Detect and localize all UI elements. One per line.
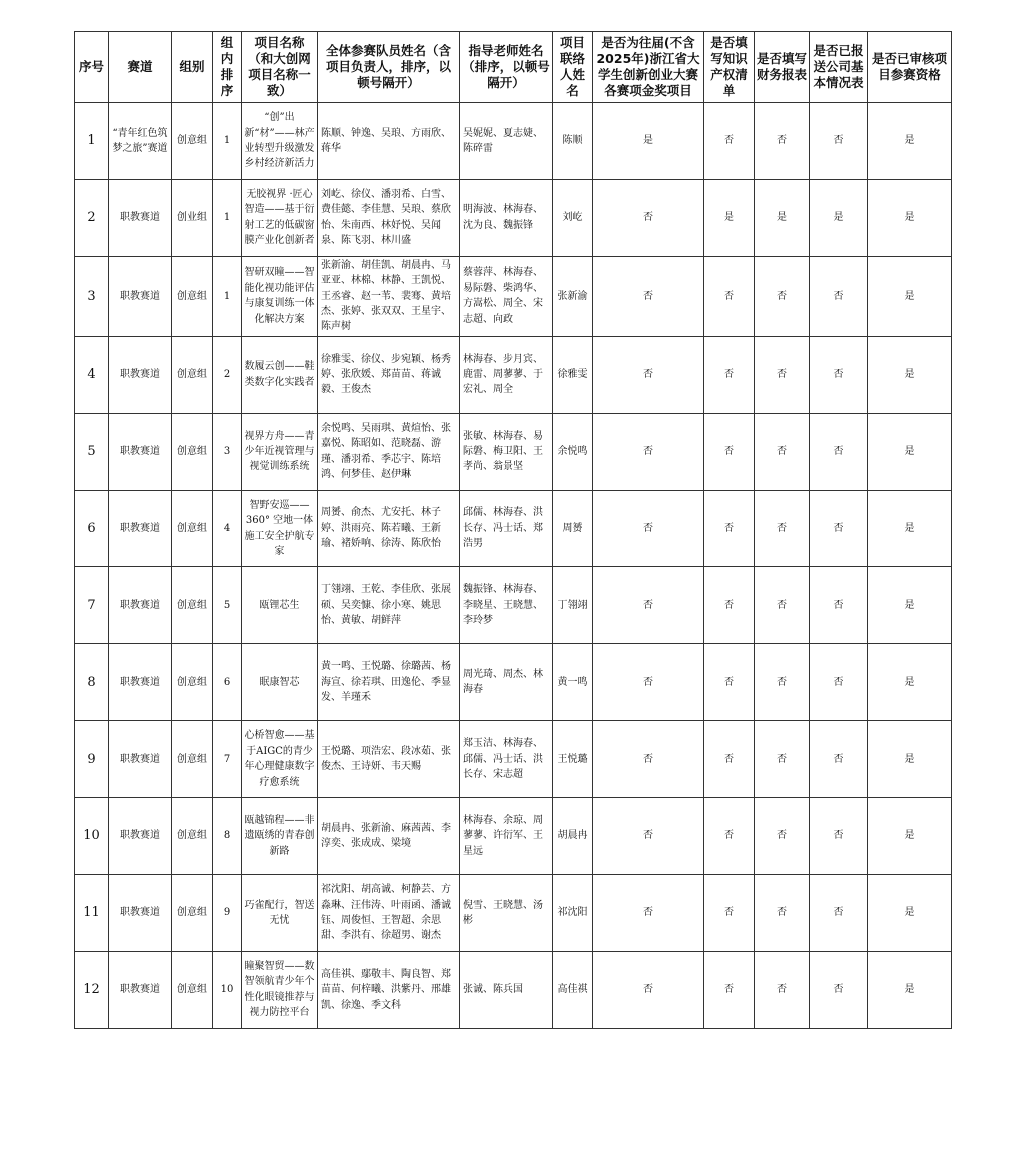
cell-project-name: 瓯越锦程——非遗瓯绣的青春创新路 [242, 798, 318, 875]
cell-eligibility: 是 [868, 721, 952, 798]
cell-eligibility: 是 [868, 951, 952, 1028]
cell-ip-list: 否 [704, 256, 755, 336]
cell-track: 职教赛道 [109, 644, 172, 721]
cell-contact: 黄一鸣 [553, 644, 593, 721]
cell-eligibility: 是 [868, 179, 952, 256]
cell-project-name: 视界方舟——青少年近视管理与视觉训练系统 [242, 413, 318, 490]
cell-seq: 7 [75, 567, 109, 644]
cell-track: “青年红色筑梦之旅”赛道 [109, 103, 172, 180]
cell-eligibility: 是 [868, 490, 952, 567]
header-members: 全体参赛队员姓名（含项目负责人，排序，以顿号隔开） [318, 32, 460, 103]
cell-track: 职教赛道 [109, 875, 172, 952]
cell-project-name: 无胶视界 ·匠心智造——基于衍射工艺的低碳窗膜产业化创新者 [242, 179, 318, 256]
cell-advisors: 郑玉洁、林海春、邱儒、冯士话、洪长存、宋志超 [460, 721, 553, 798]
cell-eligibility: 是 [868, 644, 952, 721]
cell-track: 职教赛道 [109, 336, 172, 413]
cell-group-rank: 5 [213, 567, 242, 644]
header-past-gold: 是否为往届(不含2025年)浙江省大学生创新创业大赛各赛项金奖项目 [593, 32, 704, 103]
cell-eligibility: 是 [868, 413, 952, 490]
cell-ip-list: 否 [704, 798, 755, 875]
cell-past-gold: 否 [593, 413, 704, 490]
cell-company-info: 否 [810, 798, 868, 875]
cell-financial: 否 [755, 256, 810, 336]
cell-ip-list: 否 [704, 644, 755, 721]
cell-ip-list: 否 [704, 413, 755, 490]
cell-seq: 2 [75, 179, 109, 256]
cell-group-rank: 3 [213, 413, 242, 490]
cell-company-info: 否 [810, 644, 868, 721]
cell-group: 创意组 [172, 336, 213, 413]
cell-group: 创意组 [172, 798, 213, 875]
table-row [75, 413, 952, 490]
cell-financial: 否 [755, 798, 810, 875]
cell-seq: 10 [75, 798, 109, 875]
cell-financial: 否 [755, 490, 810, 567]
cell-seq: 9 [75, 721, 109, 798]
cell-group: 创意组 [172, 490, 213, 567]
cell-group-rank: 1 [213, 103, 242, 180]
cell-contact: 祁沈阳 [553, 875, 593, 952]
cell-company-info: 否 [810, 490, 868, 567]
cell-members: 高佳祺、鄢敬丰、陶良智、郑苗苗、何梓曦、洪紫丹、邢雄凯、徐逸、季文科 [318, 951, 460, 1028]
table-row [75, 875, 952, 952]
cell-ip-list: 否 [704, 103, 755, 180]
cell-group: 创意组 [172, 644, 213, 721]
cell-seq: 5 [75, 413, 109, 490]
cell-seq: 3 [75, 256, 109, 336]
header-company-info: 是否已报送公司基本情况表 [810, 32, 868, 103]
header-advisors: 指导老师姓名（排序，以顿号隔开） [460, 32, 553, 103]
table-row [75, 256, 952, 336]
cell-advisors: 明海波、林海春、沈为良、魏振锋 [460, 179, 553, 256]
cell-past-gold: 否 [593, 490, 704, 567]
cell-eligibility: 是 [868, 875, 952, 952]
cell-past-gold: 是 [593, 103, 704, 180]
cell-company-info: 是 [810, 179, 868, 256]
cell-eligibility: 是 [868, 567, 952, 644]
cell-past-gold: 否 [593, 179, 704, 256]
cell-advisors: 邱儒、林海春、洪长存、冯士话、郑浩男 [460, 490, 553, 567]
cell-financial: 否 [755, 875, 810, 952]
cell-contact: 余悦鸣 [553, 413, 593, 490]
cell-company-info: 否 [810, 567, 868, 644]
header-track: 赛道 [109, 32, 172, 103]
cell-project-name: “创”出新“材”——林产业转型升级激发乡村经济新活力 [242, 103, 318, 180]
cell-contact: 张新渝 [553, 256, 593, 336]
cell-contact: 刘屹 [553, 179, 593, 256]
cell-project-name: 智研双瞳——智能化视功能评估与康复训练一体化解决方案 [242, 256, 318, 336]
cell-members: 黄一鸣、王悦璐、徐璐茜、杨海宣、徐若琪、田逸伦、季显发、羊瑾禾 [318, 644, 460, 721]
cell-eligibility: 是 [868, 798, 952, 875]
cell-advisors: 魏振锋、林海春、李晓星、王晓慧、李玲梦 [460, 567, 553, 644]
cell-advisors: 倪雪、王晓慧、汤彬 [460, 875, 553, 952]
cell-group-rank: 1 [213, 256, 242, 336]
cell-project-name: 瓯锂芯生 [242, 567, 318, 644]
cell-ip-list: 否 [704, 567, 755, 644]
cell-past-gold: 否 [593, 951, 704, 1028]
header-ip-list: 是否填写知识产权清单 [704, 32, 755, 103]
cell-financial: 是 [755, 179, 810, 256]
cell-financial: 否 [755, 644, 810, 721]
cell-seq: 4 [75, 336, 109, 413]
cell-contact: 陈顺 [553, 103, 593, 180]
cell-members: 祁沈阳、胡高诚、柯静芸、方淼琳、汪伟涛、叶雨函、潘诚钰、周俊恒、王智超、余思甜、李洪有、徐超男、谢杰 [318, 875, 460, 952]
cell-ip-list: 否 [704, 875, 755, 952]
cell-financial: 否 [755, 721, 810, 798]
header-group-rank: 组内排序 [213, 32, 242, 103]
cell-contact: 周赟 [553, 490, 593, 567]
cell-company-info: 否 [810, 413, 868, 490]
cell-track: 职教赛道 [109, 798, 172, 875]
cell-seq: 6 [75, 490, 109, 567]
table-row [75, 567, 952, 644]
table-row [75, 951, 952, 1028]
cell-members: 刘屹、徐仪、潘羽希、白雪、费佳懿、李佳慧、吴琅、蔡欣怡、朱南西、林妤悦、吴闻泉、陈飞羽、林川盛 [318, 179, 460, 256]
cell-advisors: 吴妮妮、夏志婕、陈碎雷 [460, 103, 553, 180]
cell-members: 徐雅雯、徐仪、步宛颖、杨秀婷、张欣媛、郑苗苗、蒋诚毅、王俊杰 [318, 336, 460, 413]
cell-company-info: 否 [810, 951, 868, 1028]
table-row [75, 103, 952, 180]
cell-group-rank: 6 [213, 644, 242, 721]
cell-ip-list: 否 [704, 336, 755, 413]
cell-eligibility: 是 [868, 103, 952, 180]
cell-track: 职教赛道 [109, 490, 172, 567]
cell-group-rank: 7 [213, 721, 242, 798]
cell-contact: 丁翎翊 [553, 567, 593, 644]
cell-project-name: 数履云创——鞋类数字化实践者 [242, 336, 318, 413]
cell-seq: 8 [75, 644, 109, 721]
cell-group: 创意组 [172, 951, 213, 1028]
cell-group: 创业组 [172, 179, 213, 256]
cell-advisors: 张敏、林海春、易际磐、梅卫阳、王孝尚、翁景坚 [460, 413, 553, 490]
cell-group: 创意组 [172, 567, 213, 644]
table-row [75, 179, 952, 256]
header-row [75, 32, 952, 103]
cell-company-info: 否 [810, 103, 868, 180]
cell-seq: 1 [75, 103, 109, 180]
cell-group: 创意组 [172, 413, 213, 490]
cell-group-rank: 2 [213, 336, 242, 413]
cell-past-gold: 否 [593, 798, 704, 875]
cell-advisors: 林海春、步月宾、鹿雷、周蓼蓼、于宏礼、周全 [460, 336, 553, 413]
cell-members: 胡晨冉、张新渝、麻茜茜、李淳奕、张成成、梁境 [318, 798, 460, 875]
cell-ip-list: 是 [704, 179, 755, 256]
header-seq: 序号 [75, 32, 109, 103]
cell-past-gold: 否 [593, 721, 704, 798]
cell-past-gold: 否 [593, 875, 704, 952]
header-group: 组别 [172, 32, 213, 103]
table-row [75, 721, 952, 798]
cell-track: 职教赛道 [109, 721, 172, 798]
cell-group: 创意组 [172, 256, 213, 336]
header-financial: 是否填写财务报表 [755, 32, 810, 103]
cell-company-info: 否 [810, 875, 868, 952]
cell-seq: 12 [75, 951, 109, 1028]
cell-ip-list: 否 [704, 721, 755, 798]
cell-contact: 徐雅雯 [553, 336, 593, 413]
cell-group: 创意组 [172, 103, 213, 180]
cell-group-rank: 8 [213, 798, 242, 875]
cell-financial: 否 [755, 567, 810, 644]
table-row [75, 336, 952, 413]
cell-track: 职教赛道 [109, 256, 172, 336]
cell-eligibility: 是 [868, 256, 952, 336]
cell-financial: 否 [755, 413, 810, 490]
cell-members: 陈顺、钟逸、吴琅、方雨欣、蒋华 [318, 103, 460, 180]
table-row [75, 798, 952, 875]
cell-company-info: 否 [810, 721, 868, 798]
cell-advisors: 林海春、余琼、周蓼蓼、许衍军、王星远 [460, 798, 553, 875]
cell-track: 职教赛道 [109, 567, 172, 644]
cell-project-name: 瞳聚智贸——数智领航青少年个性化眼镜推荐与视力防控平台 [242, 951, 318, 1028]
table-row [75, 490, 952, 567]
cell-track: 职教赛道 [109, 951, 172, 1028]
cell-past-gold: 否 [593, 336, 704, 413]
cell-seq: 11 [75, 875, 109, 952]
cell-project-name: 心桥智愈——基于AIGC的青少年心理健康数字疗愈系统 [242, 721, 318, 798]
cell-group-rank: 1 [213, 179, 242, 256]
cell-project-name: 智野安巡——360° 空地一体施工安全护航专家 [242, 490, 318, 567]
cell-ip-list: 否 [704, 490, 755, 567]
cell-project-name: 巧雀配行，智送无忧 [242, 875, 318, 952]
cell-past-gold: 否 [593, 567, 704, 644]
header-project-name: 项目名称（和大创网项目名称一致） [242, 32, 318, 103]
cell-track: 职教赛道 [109, 413, 172, 490]
cell-track: 职教赛道 [109, 179, 172, 256]
cell-ip-list: 否 [704, 951, 755, 1028]
cell-advisors: 周光琦、周杰、林海春 [460, 644, 553, 721]
header-eligibility: 是否已审核项目参赛资格 [868, 32, 952, 103]
cell-members: 丁翎翊、王乾、李佳欣、张展硕、吴奕慷、徐小寒、姚思怡、黄敏、胡鲜萍 [318, 567, 460, 644]
cell-members: 张新渝、胡佳凯、胡晨冉、马亚亚、林棉、林静、王凯悦、王丞睿、赵一苇、裴骞、黄培杰、张婷、张双双、王星宇、陈声树 [318, 256, 460, 336]
cell-financial: 否 [755, 951, 810, 1028]
cell-members: 周赟、俞杰、尤安托、林子婷、洪雨亮、陈若曦、王新瑜、褚娇响、徐涛、陈欣怡 [318, 490, 460, 567]
cell-company-info: 否 [810, 256, 868, 336]
cell-past-gold: 否 [593, 644, 704, 721]
cell-contact: 高佳祺 [553, 951, 593, 1028]
cell-members: 余悦鸣、吴雨琪、黄煊怡、张嘉悦、陈昭如、范晓磊、游瑾、潘羽希、季芯宇、陈培鸿、何梦佳、赵伊琳 [318, 413, 460, 490]
cell-group: 创意组 [172, 875, 213, 952]
cell-company-info: 否 [810, 336, 868, 413]
cell-group-rank: 9 [213, 875, 242, 952]
cell-contact: 王悦璐 [553, 721, 593, 798]
cell-advisors: 蔡蓉萍、林海春、易际磐、柴鸿华、方嵩松、周全、宋志超、向政 [460, 256, 553, 336]
cell-group: 创意组 [172, 721, 213, 798]
cell-group-rank: 10 [213, 951, 242, 1028]
cell-project-name: 眠康智芯 [242, 644, 318, 721]
header-contact: 项目联络人姓名 [553, 32, 593, 103]
cell-advisors: 张诚、陈兵国 [460, 951, 553, 1028]
cell-group-rank: 4 [213, 490, 242, 567]
cell-financial: 否 [755, 103, 810, 180]
cell-eligibility: 是 [868, 336, 952, 413]
project-registration-table [74, 31, 952, 1029]
cell-past-gold: 否 [593, 256, 704, 336]
cell-financial: 否 [755, 336, 810, 413]
cell-contact: 胡晨冉 [553, 798, 593, 875]
cell-members: 王悦璐、项浩宏、段冰茹、张俊杰、王诗妍、韦天赐 [318, 721, 460, 798]
table-row [75, 644, 952, 721]
